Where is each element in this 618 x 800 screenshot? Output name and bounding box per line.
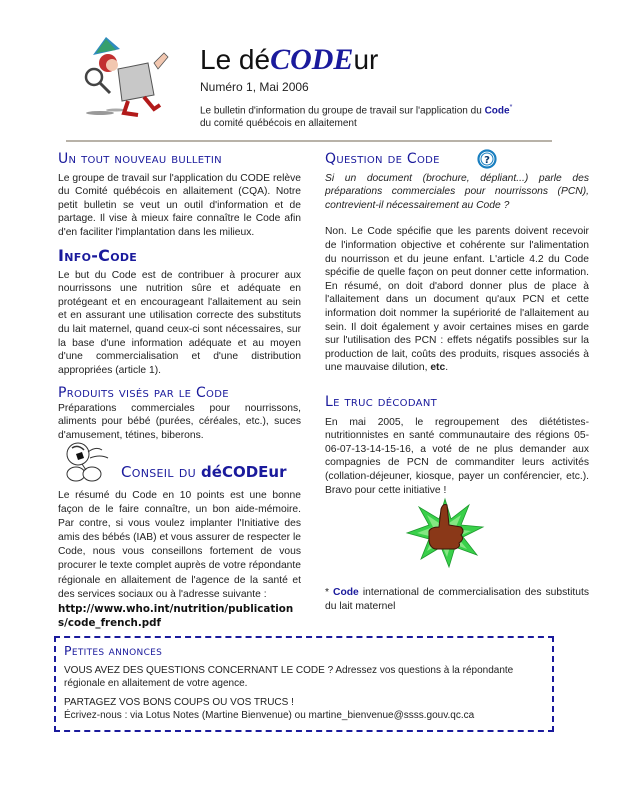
section-heading: Produits visés par le Code [58, 385, 229, 401]
subtitle-asterisk: * [509, 104, 513, 111]
section-heading: Un tout nouveau bulletin [58, 151, 222, 167]
announcement-questions: VOUS AVEZ DES QUESTIONS CONCERNANT LE CODE ? Adressez vos questions à la répondante régionale en allaitement de votre agence. [64, 664, 514, 689]
footnote [325, 586, 589, 613]
detective-illustration [78, 35, 178, 125]
answer-text [325, 225, 589, 375]
conseil-heading-name: déCODEur [201, 463, 287, 481]
section-nouveau [58, 153, 301, 240]
question-icon [477, 149, 497, 169]
answer-bold: etc [430, 362, 446, 374]
section-body: Le résumé du Code en 10 points est une bonne façon de le faire connaître, un bon aide-mémoire. Par contre, si vous voulez implanter l'Initiative des amis des bébés (IAB) et vous assurer de respecter le Code, nous vous conseillons fortement de vous procurer le texte complet auprès de votre répondante régionale en allaitement de l'agence de la santé et des services sociaux ou à l'adresse suivante : [58, 490, 301, 600]
section-heading: Le truc décodant [325, 394, 438, 410]
svg-text:?: ? [484, 155, 490, 166]
footnote-body: international de commercialisation des substituts du lait maternel [325, 587, 589, 612]
section-body: Préparations commerciales pour nourrissons, aliments pour bébé (purées, céréales, etc.), suces d'amusement, tétines, biberons. [58, 402, 301, 441]
share-line1: PARTAGEZ VOS BONS COUPS OU VOS TRUCS ! [64, 696, 294, 708]
answer-end: . [445, 362, 449, 374]
footnote-text [325, 586, 589, 613]
title-suffix: ur [353, 44, 379, 75]
subtitle-text: Le bulletin d'information du groupe de travail sur l'application du [200, 105, 485, 117]
mouse-illustration-icon [62, 440, 114, 484]
footnote-asterisk: * [325, 587, 330, 598]
question-text: Si un document (brochure, dépliant...) parle des préparations commerciales pour nourrissons (PCN), contrevient-il nécessairement au Code ? [325, 172, 589, 211]
conseil-heading-prefix: Conseil du [121, 463, 202, 481]
section-truc [325, 396, 589, 497]
section-produits [58, 387, 301, 442]
answer-body: Non. Le Code spécifie que les parents doivent recevoir de l'information objective et cohérente sur l'alimentation du nourrisson et du jeune enfant. L'article 4.2 du Code spécifie de quelle façon on peut donner cette information. En résumé, on doit d'abord donner plus de place à l'allaitement dans un document qu'aux PCN et cette information doit nommer la supériorité de l'allaitement au sein. Il doit également y avoir certaines mises en garde sur l'utilisation des PCN : effets négatifs possibles sur la production de lait, coûts des produits, risques associés à une mauvaise dilution, [325, 226, 589, 374]
section-heading: Info-Code [58, 246, 138, 265]
section-body: Le groupe de travail sur l'application du CODE relève du Comité québécois en allaitement (CQA). Notre petit bulletin se veut un outil d'information et de partage. Il vise à mieux faire connaître le Code afin d'en faciliter l'implantation dans les milieux. [58, 172, 301, 238]
footnote-code: Code [333, 587, 359, 598]
section-body: Le but du Code est de contribuer à procurer aux nourrissons une nutrition sûre et adéquate en protégeant et en encourageant l'allaitement au sein et en assurant une utilisation correcte des substituts du lait maternel, quand ceux-ci sont nécessaires, sur la base d'une information adéquate et au moyen d'une commercialisation et d'une distribution appropriées (article 1). [58, 269, 301, 376]
issue-number: Numéro 1, Mai 2006 [200, 80, 309, 94]
subtitle-code: Code [484, 105, 510, 117]
section-info-code [58, 246, 301, 377]
subtitle-line2: du comité québécois en allaitement [200, 118, 357, 130]
who-code-link[interactable]: http://www.who.int/nutrition/publications/code_french.pdf [58, 602, 294, 629]
thumbs-up-icon [405, 497, 485, 569]
announcements-heading: Petites annonces [64, 643, 163, 658]
share-line2: Écrivez-nous : via Lotus Notes (Martine Bienvenue) ou martine_bienvenue@ssss.gouv.qc.ca [64, 709, 475, 721]
title-code: CODE [270, 43, 354, 76]
section-conseil [58, 489, 301, 630]
title-prefix: Le dé [200, 44, 271, 75]
header-divider [66, 140, 552, 142]
newsletter-subtitle [200, 101, 512, 130]
announcements-box [54, 636, 554, 732]
section-body: En mai 2005, le regroupement des diététistes-nutritionnistes en santé communautaire des régions 05-06-07-13-14-15-16, a voté de ne plus demander aux compagnies de PCN de commanditer leurs activités (collation-déjeuner, kiosque, payer un conférencier, etc.). Bravo pour cette initiative ! [325, 416, 589, 496]
conseil-heading [121, 463, 287, 482]
announcement-share [64, 696, 544, 722]
section-question [325, 153, 589, 375]
section-heading: Question de Code [325, 151, 440, 167]
newsletter-title [200, 44, 378, 76]
